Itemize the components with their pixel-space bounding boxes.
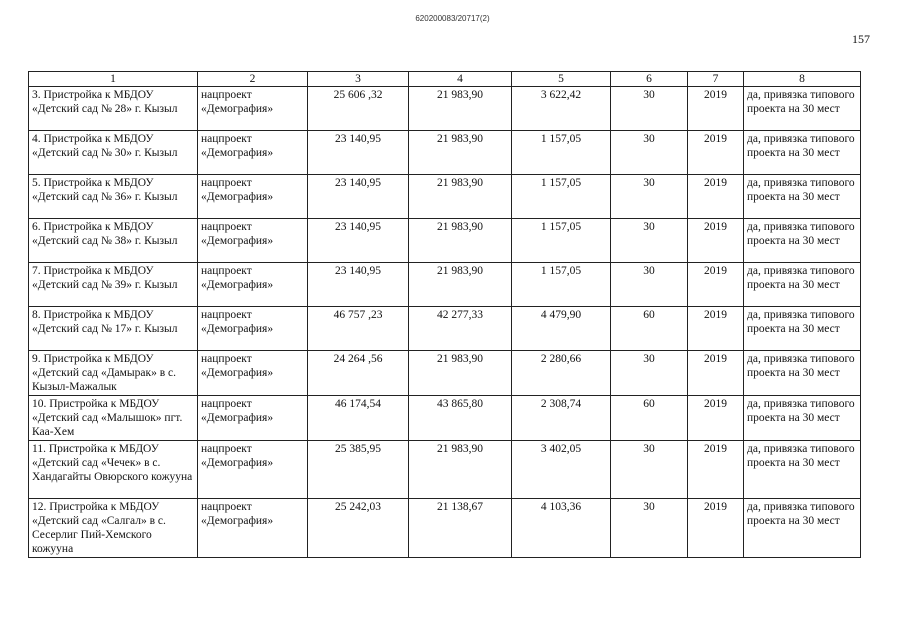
total-cost-cell: 46 757 ,23 bbox=[308, 307, 409, 351]
total-cost-cell: 23 140,95 bbox=[308, 263, 409, 307]
program-cell: нацпроект «Демография» bbox=[198, 499, 308, 558]
year-cell: 2019 bbox=[688, 441, 744, 499]
year-cell: 2019 bbox=[688, 396, 744, 441]
federal-cost-cell: 21 983,90 bbox=[409, 131, 512, 175]
year-cell: 2019 bbox=[688, 351, 744, 396]
table-header-row bbox=[29, 72, 861, 87]
project-note-cell: да, привязка типового проекта на 30 мест bbox=[744, 87, 861, 131]
total-cost-cell: 25 385,95 bbox=[308, 441, 409, 499]
program-cell: нацпроект «Демография» bbox=[198, 396, 308, 441]
object-name-cell: 4. Пристройка к МБДОУ «Детский сад № 30» г. Кызыл bbox=[29, 131, 198, 175]
project-note-cell: да, привязка типового проекта на 30 мест bbox=[744, 396, 861, 441]
federal-cost-cell: 21 983,90 bbox=[409, 351, 512, 396]
program-cell: нацпроект «Демография» bbox=[198, 87, 308, 131]
document-id: 620200083/20717(2) bbox=[415, 14, 490, 23]
total-cost-cell: 46 174,54 bbox=[308, 396, 409, 441]
places-cell: 30 bbox=[611, 263, 688, 307]
object-name-cell: 6. Пристройка к МБДОУ «Детский сад № 38» г. Кызыл bbox=[29, 219, 198, 263]
object-name-cell: 11. Пристройка к МБДОУ «Детский сад «Чечек» в с. Хандагайты Овюрского кожууна bbox=[29, 441, 198, 499]
year-cell: 2019 bbox=[688, 307, 744, 351]
project-note-cell: да, привязка типового проекта на 30 мест bbox=[744, 499, 861, 558]
regional-cost-cell: 1 157,05 bbox=[512, 263, 611, 307]
year-cell: 2019 bbox=[688, 175, 744, 219]
project-note-cell: да, привязка типового проекта на 30 мест bbox=[744, 175, 861, 219]
project-note-cell: да, привязка типового проекта на 30 мест bbox=[744, 307, 861, 351]
federal-cost-cell: 21 138,67 bbox=[409, 499, 512, 558]
total-cost-cell: 25 242,03 bbox=[308, 499, 409, 558]
column-header: 4 bbox=[409, 72, 512, 87]
program-cell: нацпроект «Демография» bbox=[198, 175, 308, 219]
total-cost-cell: 25 606 ,32 bbox=[308, 87, 409, 131]
program-cell: нацпроект «Демография» bbox=[198, 263, 308, 307]
page-number: 157 bbox=[852, 32, 870, 46]
regional-cost-cell: 3 402,05 bbox=[512, 441, 611, 499]
year-cell: 2019 bbox=[688, 87, 744, 131]
object-name-cell: 7. Пристройка к МБДОУ «Детский сад № 39» г. Кызыл bbox=[29, 263, 198, 307]
program-cell: нацпроект «Демография» bbox=[198, 351, 308, 396]
table-row bbox=[29, 499, 861, 558]
regional-cost-cell: 2 280,66 bbox=[512, 351, 611, 396]
federal-cost-cell: 21 983,90 bbox=[409, 219, 512, 263]
table-row bbox=[29, 175, 861, 219]
column-header: 7 bbox=[688, 72, 744, 87]
federal-cost-cell: 21 983,90 bbox=[409, 263, 512, 307]
federal-cost-cell: 21 983,90 bbox=[409, 441, 512, 499]
regional-cost-cell: 4 103,36 bbox=[512, 499, 611, 558]
program-cell: нацпроект «Демография» bbox=[198, 131, 308, 175]
places-cell: 30 bbox=[611, 87, 688, 131]
federal-cost-cell: 21 983,90 bbox=[409, 87, 512, 131]
places-cell: 30 bbox=[611, 351, 688, 396]
project-note-cell: да, привязка типового проекта на 30 мест bbox=[744, 219, 861, 263]
table-row bbox=[29, 441, 861, 499]
federal-cost-cell: 21 983,90 bbox=[409, 175, 512, 219]
regional-cost-cell: 1 157,05 bbox=[512, 219, 611, 263]
total-cost-cell: 24 264 ,56 bbox=[308, 351, 409, 396]
program-cell: нацпроект «Демография» bbox=[198, 219, 308, 263]
object-name-cell: 9. Пристройка к МБДОУ «Детский сад «Дамырак» в с. Кызыл-Мажалык bbox=[29, 351, 198, 396]
table-row bbox=[29, 396, 861, 441]
places-cell: 30 bbox=[611, 499, 688, 558]
object-name-cell: 3. Пристройка к МБДОУ «Детский сад № 28» г. Кызыл bbox=[29, 87, 198, 131]
places-cell: 30 bbox=[611, 219, 688, 263]
column-header: 8 bbox=[744, 72, 861, 87]
table-row bbox=[29, 87, 861, 131]
object-name-cell: 10. Пристройка к МБДОУ «Детский сад «Малышок» пгт. Каа-Хем bbox=[29, 396, 198, 441]
table-row bbox=[29, 131, 861, 175]
federal-cost-cell: 43 865,80 bbox=[409, 396, 512, 441]
year-cell: 2019 bbox=[688, 499, 744, 558]
table-row bbox=[29, 263, 861, 307]
table-row bbox=[29, 351, 861, 396]
places-cell: 30 bbox=[611, 441, 688, 499]
column-header: 5 bbox=[512, 72, 611, 87]
federal-cost-cell: 42 277,33 bbox=[409, 307, 512, 351]
regional-cost-cell: 2 308,74 bbox=[512, 396, 611, 441]
places-cell: 60 bbox=[611, 396, 688, 441]
regional-cost-cell: 4 479,90 bbox=[512, 307, 611, 351]
table-row bbox=[29, 219, 861, 263]
regional-cost-cell: 3 622,42 bbox=[512, 87, 611, 131]
object-name-cell: 5. Пристройка к МБДОУ «Детский сад № 36» г. Кызыл bbox=[29, 175, 198, 219]
program-cell: нацпроект «Демография» bbox=[198, 307, 308, 351]
object-name-cell: 12. Пристройка к МБДОУ «Детский сад «Салгал» в с. Сесерлиг Пий-Хемского кожууна bbox=[29, 499, 198, 558]
object-name-cell: 8. Пристройка к МБДОУ «Детский сад № 17» г. Кызыл bbox=[29, 307, 198, 351]
project-note-cell: да, привязка типового проекта на 30 мест bbox=[744, 441, 861, 499]
column-header: 3 bbox=[308, 72, 409, 87]
total-cost-cell: 23 140,95 bbox=[308, 219, 409, 263]
project-note-cell: да, привязка типового проекта на 30 мест bbox=[744, 131, 861, 175]
project-note-cell: да, привязка типового проекта на 30 мест bbox=[744, 263, 861, 307]
project-note-cell: да, привязка типового проекта на 30 мест bbox=[744, 351, 861, 396]
total-cost-cell: 23 140,95 bbox=[308, 131, 409, 175]
places-cell: 30 bbox=[611, 131, 688, 175]
regional-cost-cell: 1 157,05 bbox=[512, 131, 611, 175]
year-cell: 2019 bbox=[688, 263, 744, 307]
places-cell: 60 bbox=[611, 307, 688, 351]
regional-cost-cell: 1 157,05 bbox=[512, 175, 611, 219]
year-cell: 2019 bbox=[688, 219, 744, 263]
column-header: 6 bbox=[611, 72, 688, 87]
total-cost-cell: 23 140,95 bbox=[308, 175, 409, 219]
column-header: 2 bbox=[198, 72, 308, 87]
year-cell: 2019 bbox=[688, 131, 744, 175]
places-cell: 30 bbox=[611, 175, 688, 219]
column-header: 1 bbox=[29, 72, 198, 87]
program-cell: нацпроект «Демография» bbox=[198, 441, 308, 499]
data-table bbox=[28, 71, 861, 558]
table-row bbox=[29, 307, 861, 351]
